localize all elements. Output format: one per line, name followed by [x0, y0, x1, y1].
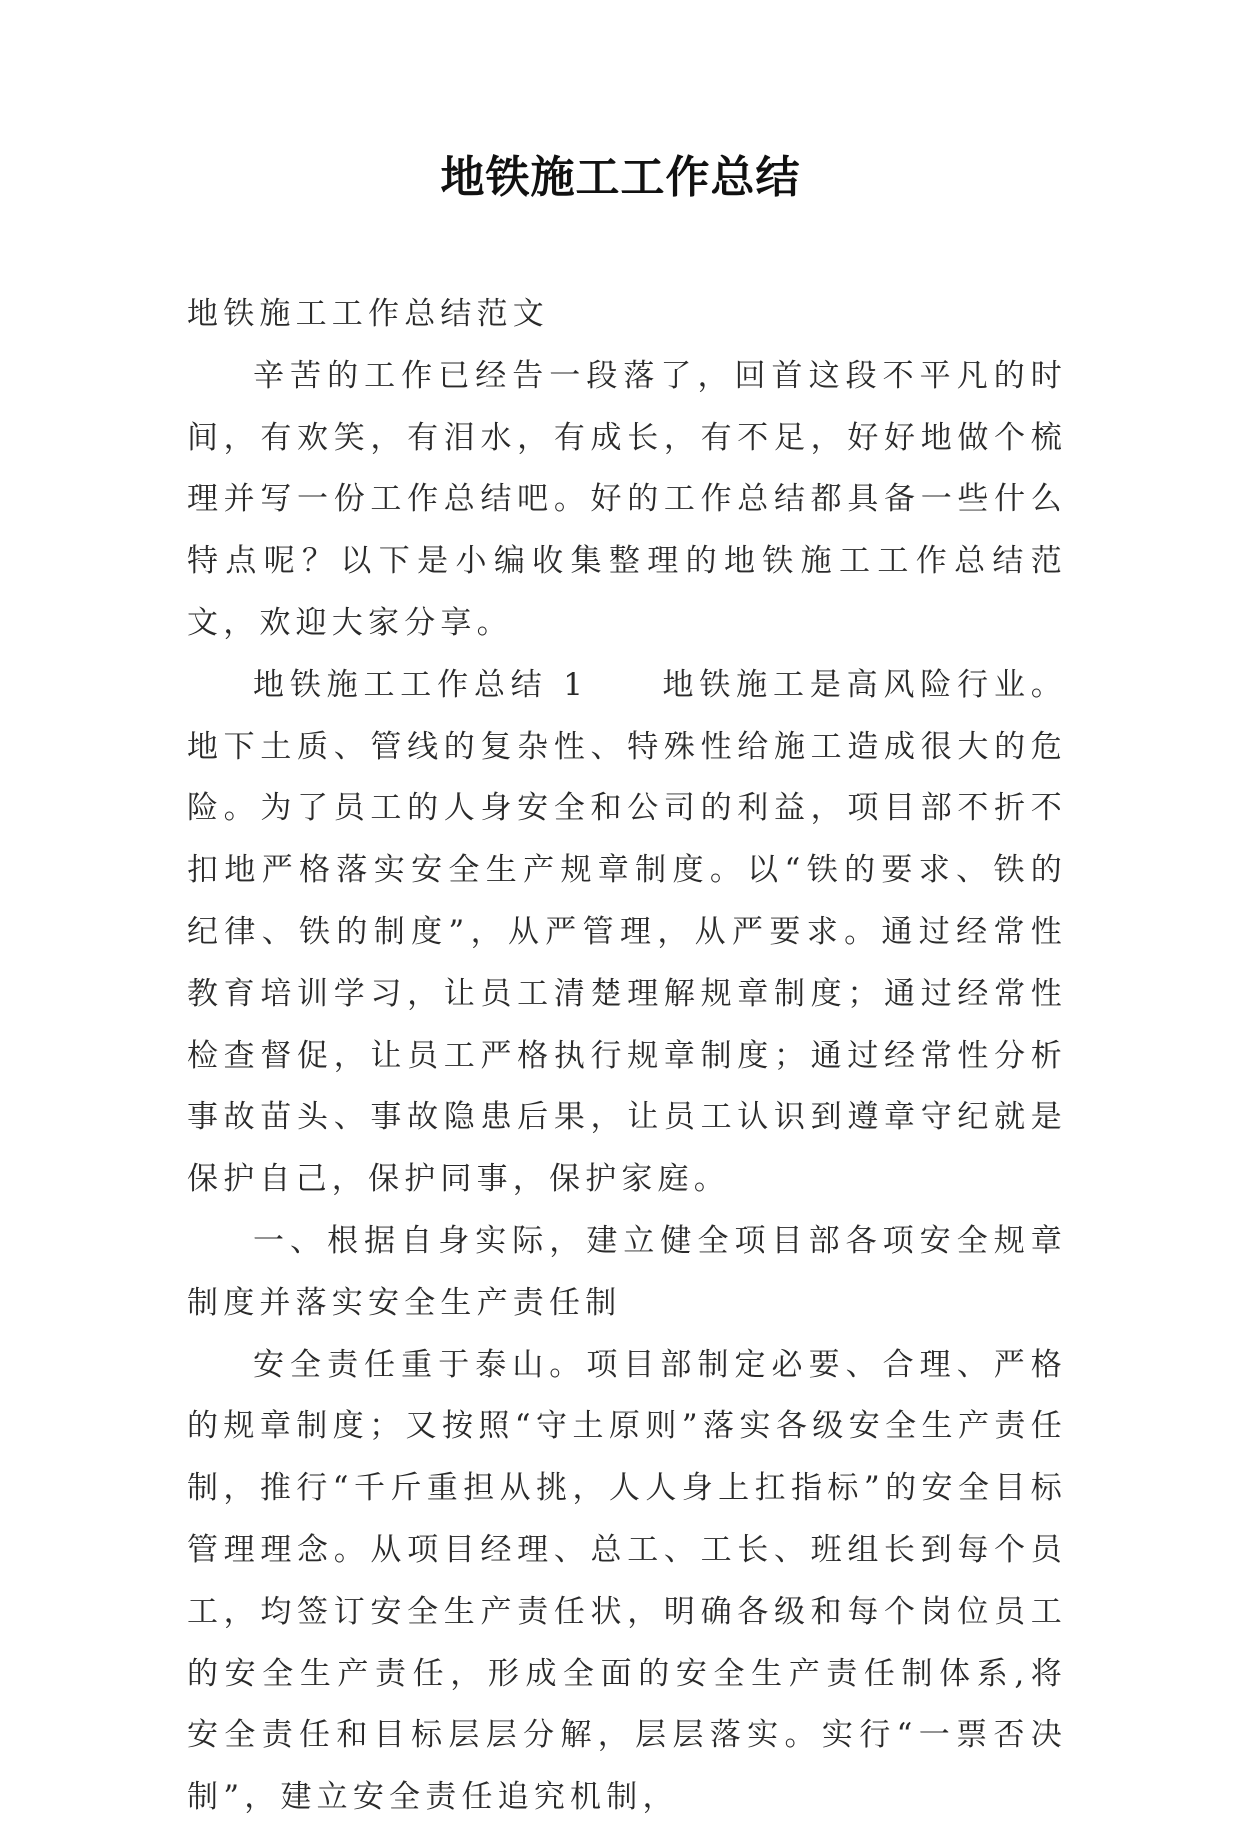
paragraph-subtitle: 地铁施工工作总结范文: [187, 296, 549, 332]
document-title: 地铁施工工作总结: [440, 152, 801, 203]
paragraph-intro: 辛苦的工作已经告一段落了，回首这段不平凡的时间，有欢笑，有泪水，有成长，有不足，好好地做个梳理并写一份工作总结吧。好的工作总结都具备一些什么特点呢？以下是小编收集整理的地铁施工工作总结范文，欢迎大家分享。: [187, 357, 1067, 641]
paragraph-summary-1: 地铁施工工作总结 1 地铁施工是高风险行业。地下土质、管线的复杂性、特殊性给施工造成很大的危险。为了员工的人身安全和公司的利益，项目部不折不扣地严格落实安全生产规章制度。以“铁的要求、铁的纪律、铁的制度”，从严管理，从严要求。通过经常性教育培训学习，让员工清楚理解规章制度；通过经常性检查督促，让员工严格执行规章制度；通过经常性分析事故苗头、事故隐患后果，让员工认识到遵章守纪就是保护自己，保护同事，保护家庭。: [187, 666, 1067, 1198]
paragraph-section-heading-1: 一、根据自身实际，建立健全项目部各项安全规章制度并落实安全生产责任制: [187, 1222, 1067, 1321]
document-body: [187, 284, 1067, 1829]
paragraph-responsibility: 安全责任重于泰山。项目部制定必要、合理、严格的规章制度；又按照“守土原则”落实各级安全生产责任制，推行“千斤重担从挑，人人身上扛指标”的安全目标管理理念。从项目经理、总工、工长、班组长到每个员工，均签订安全生产责任状，明确各级和每个岗位员工的安全生产责任，形成全面的安全生产责任制体系,将安全责任和目标层层分解，层层落实。实行“一票否决制”，建立安全责任追究机制，: [187, 1346, 1067, 1816]
